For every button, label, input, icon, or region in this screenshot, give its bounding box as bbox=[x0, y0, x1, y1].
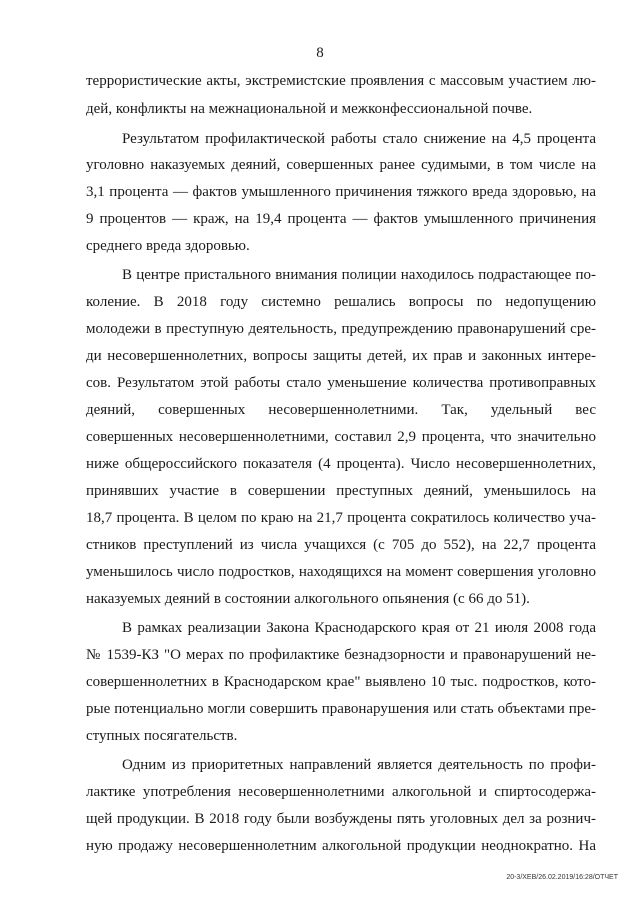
text-line: ную продажу несовершеннолетним алкогольной продукции неоднократно. На bbox=[86, 838, 596, 854]
text-line: террористические акты, экстремистские проявления с массовым участием лю- bbox=[86, 73, 596, 89]
text-line: Одним из приоритетных направлений является деятельность по профи- bbox=[122, 757, 596, 773]
text-line: ступных посягательств. bbox=[86, 728, 238, 744]
text-line: совершенных несовершеннолетними, составил 2,9 процента, что значительно bbox=[86, 429, 596, 445]
text-line: ниже общероссийского показателя (4 процента). Число несовершеннолетних, bbox=[86, 456, 596, 472]
text-line: ди несовершеннолетних, вопросы защиты детей, их прав и законных интере- bbox=[86, 348, 596, 364]
text-line: наказуемых деяний в состоянии алкогольного опьянения (с 66 до 51). bbox=[86, 591, 530, 607]
text-line: 9 процентов — краж, на 19,4 процента — фактов умышленного причинения bbox=[86, 211, 596, 227]
text-line: сов. Результатом этой работы стало уменьшение количества противоправных bbox=[86, 375, 596, 391]
text-line: 3,1 процента — фактов умышленного причинения тяжкого вреда здоровью, на bbox=[86, 184, 596, 200]
text-line: коление. В 2018 году системно решались вопросы по недопущению bbox=[86, 294, 596, 310]
text-line: В рамках реализации Закона Краснодарского края от 21 июля 2008 года bbox=[122, 620, 596, 636]
text-line: лактике употребления несовершеннолетними алкогольной и спиртосодержа- bbox=[86, 784, 596, 800]
text-line: В центре пристального внимания полиции находилось подрастающее по- bbox=[122, 267, 596, 283]
text-line: молодежи в преступную деятельность, предупреждению правонарушений сре- bbox=[86, 321, 596, 337]
text-line: деяний, совершенных несовершеннолетними. Так, удельный вес bbox=[86, 402, 596, 418]
text-line: стников преступлений из числа учащихся (с 705 до 552), на 22,7 процента bbox=[86, 537, 596, 553]
text-line: рые потенциально могли совершить правонарушения или стать объектами пре- bbox=[86, 701, 596, 717]
text-line: щей продукции. В 2018 году были возбуждены пять уголовных дел за рознич- bbox=[86, 811, 596, 827]
text-line: совершеннолетних в Краснодарском крае" выявлено 10 тыс. подростков, кото- bbox=[86, 674, 596, 690]
text-line: дей, конфликты на межнациональной и межконфессиональной почве. bbox=[86, 101, 533, 117]
document-code: 20-3/ХЕВ/26.02.2019/16:28/ОТЧЕТ bbox=[506, 874, 618, 881]
text-line: уголовно наказуемых деяний, совершенных ранее судимыми, в том числе на bbox=[86, 157, 596, 173]
text-line: принявших участие в совершении преступных деяний, уменьшилось на bbox=[86, 483, 596, 499]
text-line: 18,7 процента. В целом по краю на 21,7 процента сократилось количество уча- bbox=[86, 510, 596, 526]
text-line: Результатом профилактической работы стало снижение на 4,5 процента bbox=[122, 131, 596, 147]
text-line: уменьшилось число подростков, находящихся на момент совершения уголовно bbox=[86, 564, 596, 580]
page-number: 8 bbox=[316, 45, 324, 61]
text-line: среднего вреда здоровью. bbox=[86, 238, 250, 254]
text-line: № 1539-КЗ "О мерах по профилактике безнадзорности и правонарушений не- bbox=[86, 647, 596, 663]
